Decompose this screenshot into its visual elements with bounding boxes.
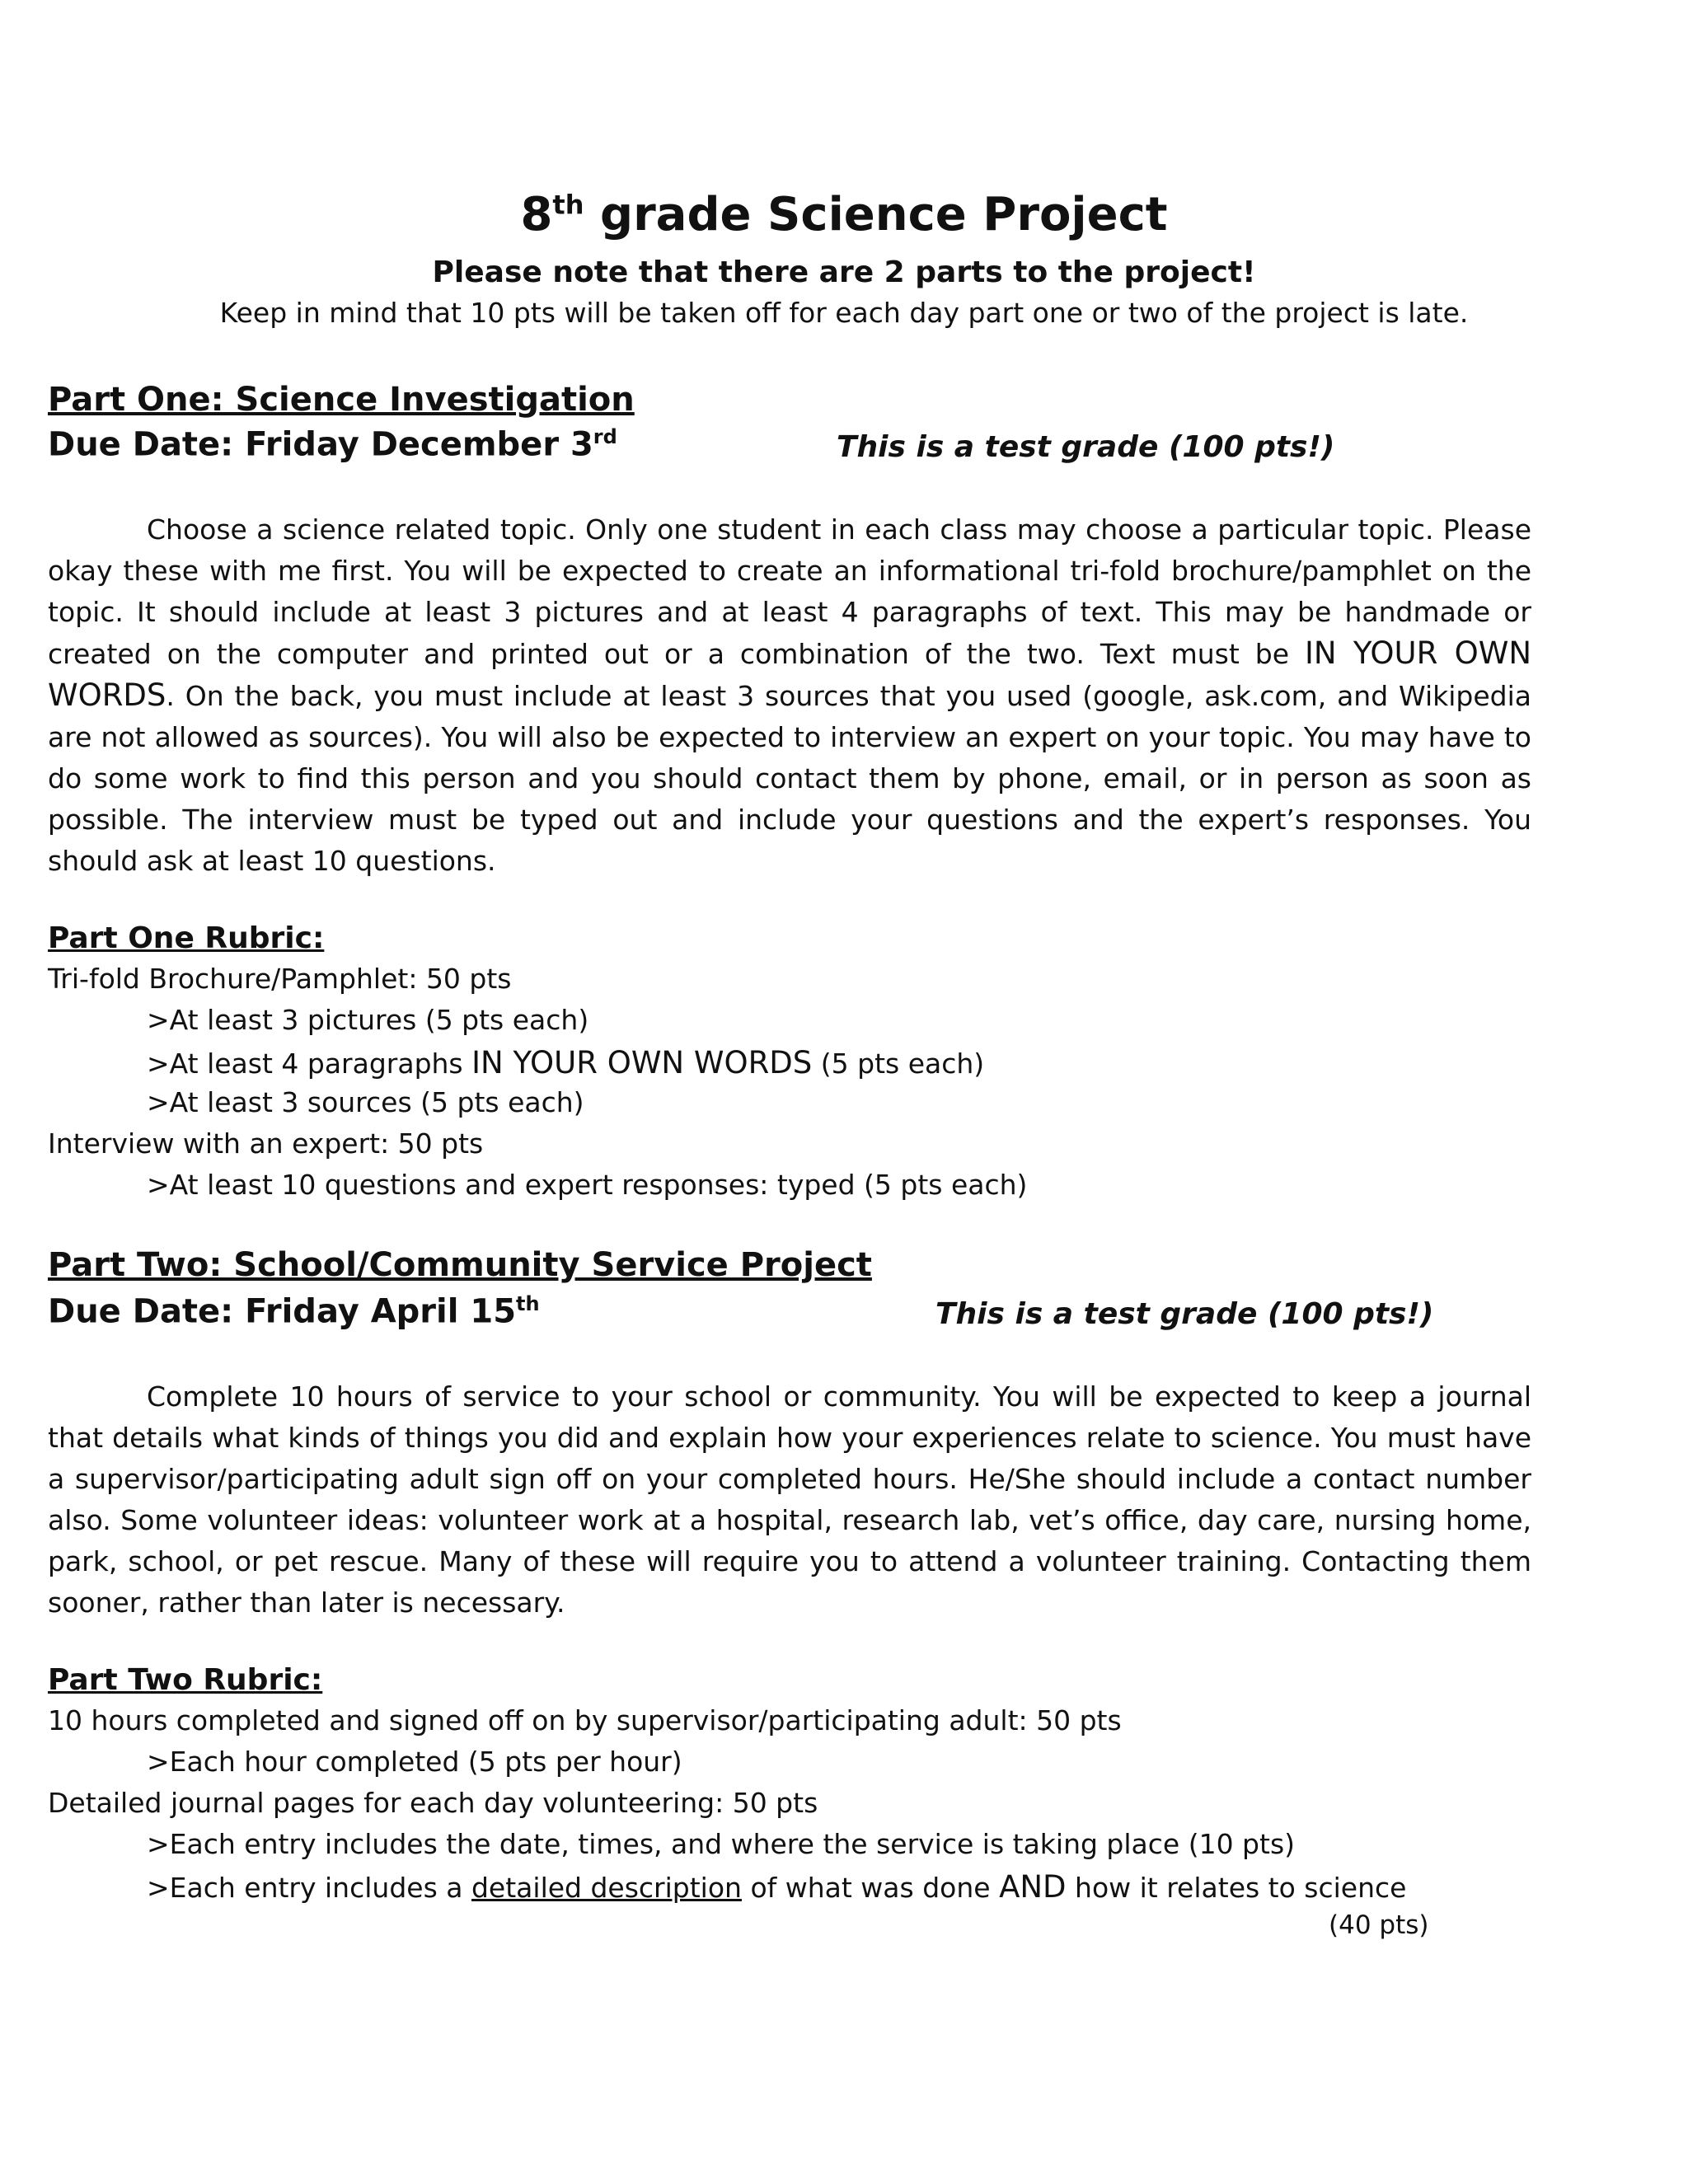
part-one-due-text: Due Date: Friday December 3	[48, 425, 593, 464]
rubric-paragraphs	[147, 1045, 984, 1080]
part-two-due-superscript: th	[516, 1292, 540, 1315]
rubric-questions: >At least 10 questions and expert responses: typed (5 pts each)	[147, 1169, 1028, 1201]
part-two-due-text: Due Date: Friday April 15	[48, 1292, 517, 1331]
part-two-due-date	[48, 1292, 540, 1330]
rubric-sources: >At least 3 sources (5 pts each)	[147, 1086, 584, 1118]
part-one-description-text-b: . On the back, you must include at least 3 sources that you used (google, ask.com, and Wikipedia are not allowed as sources). You will also be expected to interview an expert on your topic. You may have to do some work to find this person and you should contact them by phone, email, or in person as soon as possible. The interview must be typed out and include your questions and the expert’s responses. You should ask at least 10 questions.	[48, 680, 1531, 877]
rubric-paragraphs-text-b: (5 pts each)	[812, 1047, 985, 1080]
part-one-description	[48, 509, 1531, 882]
title-superscript: th	[552, 189, 584, 221]
rubric-entry-description-points: (40 pts)	[1329, 1910, 1429, 1940]
part-one-test-grade: This is a test grade (100 pts!)	[837, 430, 1335, 464]
part-one-description-caps: IN YOUR OWN WORDS	[48, 635, 1531, 713]
rubric-brochure: Tri-fold Brochure/Pamphlet: 50 pts	[48, 963, 512, 995]
part-two-description: Complete 10 hours of service to your school or community. You will be expected to keep a journal that details what kinds of things you did and explain how your experiences relate to science. You must have a supervisor/participating adult sign off on your completed hours. He/She should include a contact number also. Some volunteer ideas: volunteer work at a hospital, research lab, vet’s office, day care, nursing home, park, school, or pet rescue. Many of these will require you to attend a volunteer training. Contacting them sooner, rather than later is necessary.	[48, 1380, 1531, 1619]
part-one-rubric-heading: Part One Rubric:	[48, 921, 325, 955]
page-subtitle: Please note that there are 2 parts to the project!	[432, 255, 1256, 289]
entry-desc-text-a: >Each entry includes a	[147, 1872, 471, 1904]
rubric-entry-date: >Each entry includes the date, times, and where the service is taking place (10 pts)	[147, 1828, 1296, 1860]
rubric-pictures: >At least 3 pictures (5 pts each)	[147, 1004, 589, 1036]
part-two-heading: Part Two: School/Community Service Project	[48, 1246, 872, 1284]
page-title	[0, 188, 1688, 241]
rubric-journal: Detailed journal pages for each day volunteering: 50 pts	[48, 1787, 818, 1819]
rubric-interview: Interview with an expert: 50 pts	[48, 1127, 484, 1160]
rubric-each-hour: >Each hour completed (5 pts per hour)	[147, 1746, 682, 1778]
entry-desc-underlined: detailed description	[471, 1872, 742, 1904]
entry-desc-text-c: how it relates to science	[1066, 1872, 1407, 1904]
title-text: grade Science Project	[584, 188, 1168, 241]
rubric-entry-description	[147, 1869, 1406, 1905]
part-one-due-date	[48, 425, 617, 463]
rubric-hours: 10 hours completed and signed off on by supervisor/participating adult: 50 pts	[48, 1704, 1122, 1736]
rubric-paragraphs-caps: IN YOUR OWN WORDS	[471, 1045, 813, 1080]
rubric-paragraphs-text-a: >At least 4 paragraphs	[147, 1047, 472, 1080]
part-one-due-superscript: rd	[593, 425, 617, 448]
part-one-description-text-a: Choose a science related topic. Only one student in each class may choose a particular topic. Please okay these with me first. You will be expected to create an informational tri-fold brochure/pamphlet on the topic. It should include at least 3 pictures and at least 4 paragraphs of text. This may be handmade or created on the computer and printed out or a combination of the two. Text must be	[48, 513, 1531, 670]
part-two-rubric-heading: Part Two Rubric:	[48, 1663, 323, 1697]
late-note: Keep in mind that 10 pts will be taken off for each day part one or two of the project is late.	[219, 297, 1469, 329]
part-two-test-grade: This is a test grade (100 pts!)	[935, 1297, 1434, 1331]
part-one-heading: Part One: Science Investigation	[48, 381, 635, 419]
entry-desc-text-b: of what was done	[741, 1872, 1000, 1904]
entry-desc-and: AND	[999, 1869, 1067, 1905]
title-number: 8	[520, 188, 553, 241]
